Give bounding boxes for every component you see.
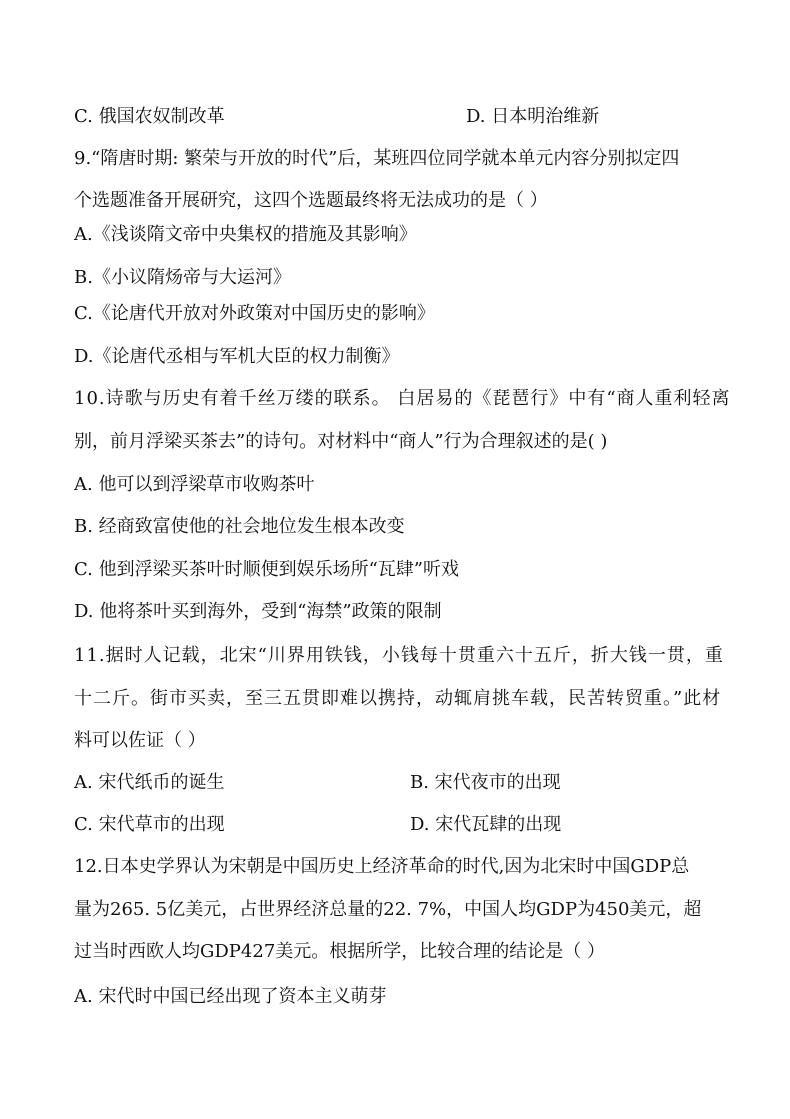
q9-stem-line2: 个选题准备开展研究，这四个选题最终将无法成功的是（ ） [74, 190, 548, 211]
q8-options-row [74, 105, 600, 129]
q12-stem-line3: 过当时西欧人均GDP427美元。根据所学，比较合理的结论是（ ） [74, 941, 605, 962]
q11-stem-line2: 十二斤。街市买卖，至三五贯即难以携持，动辄肩挑车载，民苦转贸重。”此材 [74, 688, 722, 709]
q8-option-d: D. 日本明治维新 [466, 106, 600, 127]
q8-option-c: C. 俄国农奴制改革 [74, 106, 225, 127]
q12-option-a: A. 宋代时中国已经出现了资本主义萌芽 [74, 986, 387, 1007]
q10-option-d: D. 他将茶叶买到海外，受到“海禁”政策的限制 [74, 601, 442, 622]
q11-stem-line3: 料可以佐证（ ） [74, 730, 206, 751]
q10-stem-line2: 别，前月浮梁买茶去”的诗句。对材料中“商人”行为合理叙述的是( ) [74, 431, 608, 452]
q11-option-b: B. 宋代夜市的出现 [410, 772, 561, 793]
q10-option-a: A. 他可以到浮梁草市收购茶叶 [74, 474, 315, 495]
q9-option-d: D.《论唐代丞相与军机大臣的权力制衡》 [74, 346, 400, 367]
q9-option-c: C.《论唐代开放对外政策对中国历史的影响》 [74, 303, 435, 324]
q11-stem-line1: 11.据时人记载，北宋“川界用铁钱，小钱每十贯重六十五斤，折大钱一贯，重 [74, 645, 724, 666]
q12-stem-line1: 12.日本史学界认为宋朝是中国历史上经济革命的时代,因为北宋时中国GDP总 [74, 856, 690, 877]
q9-stem-line1: 9.“隋唐时期: 繁荣与开放的时代”后，某班四位同学就本单元内容分别拟定四 [74, 148, 680, 169]
q10-option-c: C. 他到浮梁买茶叶时顺便到娱乐场所“瓦肆”听戏 [74, 559, 459, 580]
q12-stem-line2: 量为265. 5亿美元，占世界经济总量的22. 7%，中国人均GDP为450美元，超 [74, 899, 702, 920]
q9-option-a: A.《浅谈隋文帝中央集权的措施及其影响》 [74, 224, 417, 245]
q11-option-a: A. 宋代纸币的诞生 [74, 772, 225, 793]
q10-option-b: B. 经商致富使他的社会地位发生根本改变 [74, 516, 405, 537]
q11-options-row2 [74, 813, 562, 837]
q10-stem-line1: 10.诗歌与历史有着千丝万缕的联系。 白居易的《琵琶行》中有“商人重利轻离 [74, 388, 731, 409]
q11-option-d: D. 宋代瓦肆的出现 [410, 814, 562, 835]
q11-option-c: C. 宋代草市的出现 [74, 814, 225, 835]
q9-option-b: B.《小议隋炀帝与大运河》 [74, 267, 291, 288]
q11-options-row1 [74, 771, 561, 795]
